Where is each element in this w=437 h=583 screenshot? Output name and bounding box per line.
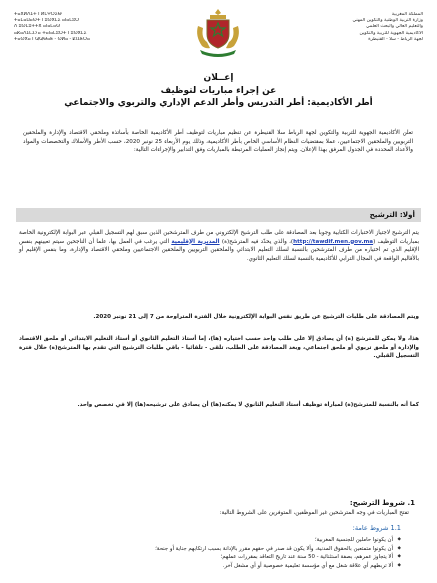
- candidacy-paragraph: [19, 229, 419, 263]
- validation-period-paragraph: ويتم المصادقة على طلبات الترشيح عن طريق نفس البوابة الإلكترونية خلال الفترة المتراوحة من 7 إلى 21 نونبر 2020.: [93, 314, 419, 320]
- header-right-line: لجهة الرباط - سلا - القنيطرة: [368, 36, 423, 42]
- list-item: ◆ أن يكونوا متمتعين بالحقوق المدنية، وألا يكون قد صدر في حقهم مقرر بالإدانة بسبب ارتكابهم جناية أو جنحة؛: [41, 545, 401, 554]
- header-right-line: الأكاديمية الجهوية للتربية والتكوين: [359, 30, 423, 36]
- header-left-line: ⵜⴰⵙⴳⴰ ⵏ ⵕⵕⴱⴰⵟ - ⵙⵍⴰ - ⵇⵏⵉⵟⵔⴰ: [14, 36, 90, 42]
- moroccan-coat-of-arms-icon: [188, 6, 248, 60]
- header-left-line: ⴰⴽⴰⴷⵉⵎⵉⵢⴰ ⵜⴰⵏⴰⵎⵓⵔⵜ ⵏ ⵓⵙⴳⵎⵉ: [14, 30, 87, 36]
- header-left-line: ⵜⴰⴳⵍⴷⵉⵜ ⵏ ⵍⵎⵖⵔⵉⴱ: [14, 12, 62, 17]
- conditions-heading: 1. شروط الترشيح:: [349, 499, 415, 507]
- header-tifinagh-block: [14, 12, 164, 43]
- title-line: عن إجراء مباريات لتوظيف: [160, 85, 277, 96]
- general-conditions-heading: 1.1 شروط عامة:: [352, 524, 401, 532]
- header-left-line: ⴷ ⵓⵙⵎⵓⵜⵜⴳ ⴰⵏⴰⵎⴰⵙ: [14, 24, 61, 30]
- header-right-line: وزارة التربية الوطنية والتكوين المهني: [352, 18, 423, 24]
- announcement-title: [0, 72, 437, 110]
- header-right-line: والتعليم العالي والبحث العلمي: [365, 24, 423, 30]
- title-line: أطر الأكاديمية: أطر التدريس وأطر الدعم الإداري والتربوي والاجتماعي: [64, 98, 373, 108]
- section-candidacy-header: [16, 208, 421, 222]
- secondary-teacher-paragraph: كما أنه بالنسبة للمترشح(ة) لمباراة توظيف أستاذ التعليم الثانوي لا يمكنه(ها) أن يصادق على ترشيحه(ها) إلا في تخصص واحد.: [77, 402, 419, 408]
- list-item: ◆ أن يكونوا حاملين للجنسية المغربية؛: [41, 536, 401, 545]
- tawdif-portal-link[interactable]: http://tawdif.men.gov.ma: [293, 238, 374, 245]
- paragraph-text: يتم الترشيح لاجتياز الاختبارات الكتابية وجوبا بعد المصادقة على طلب الترشيح الإلكتروني من طرف المترشحين الذين سبق لهم التسجيل القبلي عبر البوابة الإلكترونية الخاصة بمباريات التوظيف (: [19, 230, 419, 245]
- list-item: ◆ ألا تربطهم أي علاقة شغل مع أي مؤسسة تعليمية خصوصية أو أي مشغل آخر.: [41, 562, 401, 571]
- provincial-directorate-highlight: المديرية الإقليمية: [171, 238, 220, 245]
- conditions-intro: تفتح المباريات في وجه المترشحين غير الموظفين، المتوفرين على الشروط التالية:: [219, 510, 409, 516]
- header-arabic-block: [273, 12, 423, 43]
- intro-paragraph: تعلن الأكاديمية الجهوية للتربية والتكوين لجهة الرباط سلا القنيطرة عن تنظيم مباريات لتوظيف أطر الأكاديمية الخاصة بأساتذة وملحقي الاقتصاد والإدارة والملحقين التربويين والملحقين الاجتماعيين، عملا بمقتضيات النظام الأساسي الخاص بأطر الأكاديمية، وذلك يوم الأربعاء 25 نونبر 2020، حسب الأطر والأسلاك والتخصصات والمواد والأعداد المحددة في الجدول المرفق بهذا الإعلان. ويتم إنجاز العمليات المرتبطة بالمباريات وفق التدابير والإجراءات التالية:: [23, 130, 413, 154]
- paragraph-text: التي يرغب في العمل بها، علما أن الناجحين سيتم تعيينهم بنفس الإقليم الذي تم اختياره من طرف المترشحين بالنسبة لسلك التعليم الابتدائي والملحقين التربويين والملحقين الاجتماعيين وملحقي الاقتصاد والإدارة، وما بنفس الإقليم أو بالأقاليم الواقعة في المجال الترابي للأكاديمية بالنسبة لسلك التعليم الثانوي.: [19, 238, 419, 262]
- header-right-line: المملكة المغربية: [391, 12, 423, 17]
- list-item: ◆ ألا يتجاوز عمرهم، بصفة استثنائية - 50 سنة عند تاريخ التعاقد بمقررات عملهم؛: [41, 553, 401, 562]
- single-application-paragraph: هذا، ولا يمكن للمترشح (ة) أن يصادق إلا على طلب واحد حسب اختياره (ها)، إما أستاذ التعليم الثانوي أو أستاذ التعليم الابتدائي أو ملحق الاقتصاد والإدارة أو ملحق تربوي أو ملحق اجتماعي، وبعد المصادقة على الطلب، تلقى - تلقائيا - باقي طلبات الترشيح التي تقدم بها المترشح(ة) خلال فترة التسجيل القبلي.: [19, 336, 419, 360]
- general-conditions-list: [41, 536, 401, 570]
- title-line: إعــلان: [203, 73, 234, 83]
- section-title: أولا: الترشيح: [369, 210, 415, 219]
- header-left-line: ⵜⴰⵎⴰⵡⴰⵙⵜ ⵏ ⵓⵙⴳⵎⵉ ⴰⵏⴰⵎⵓⵔ: [14, 18, 80, 24]
- paragraph-text: )، والذي يحدّد فيه المترشح(ة): [219, 238, 294, 245]
